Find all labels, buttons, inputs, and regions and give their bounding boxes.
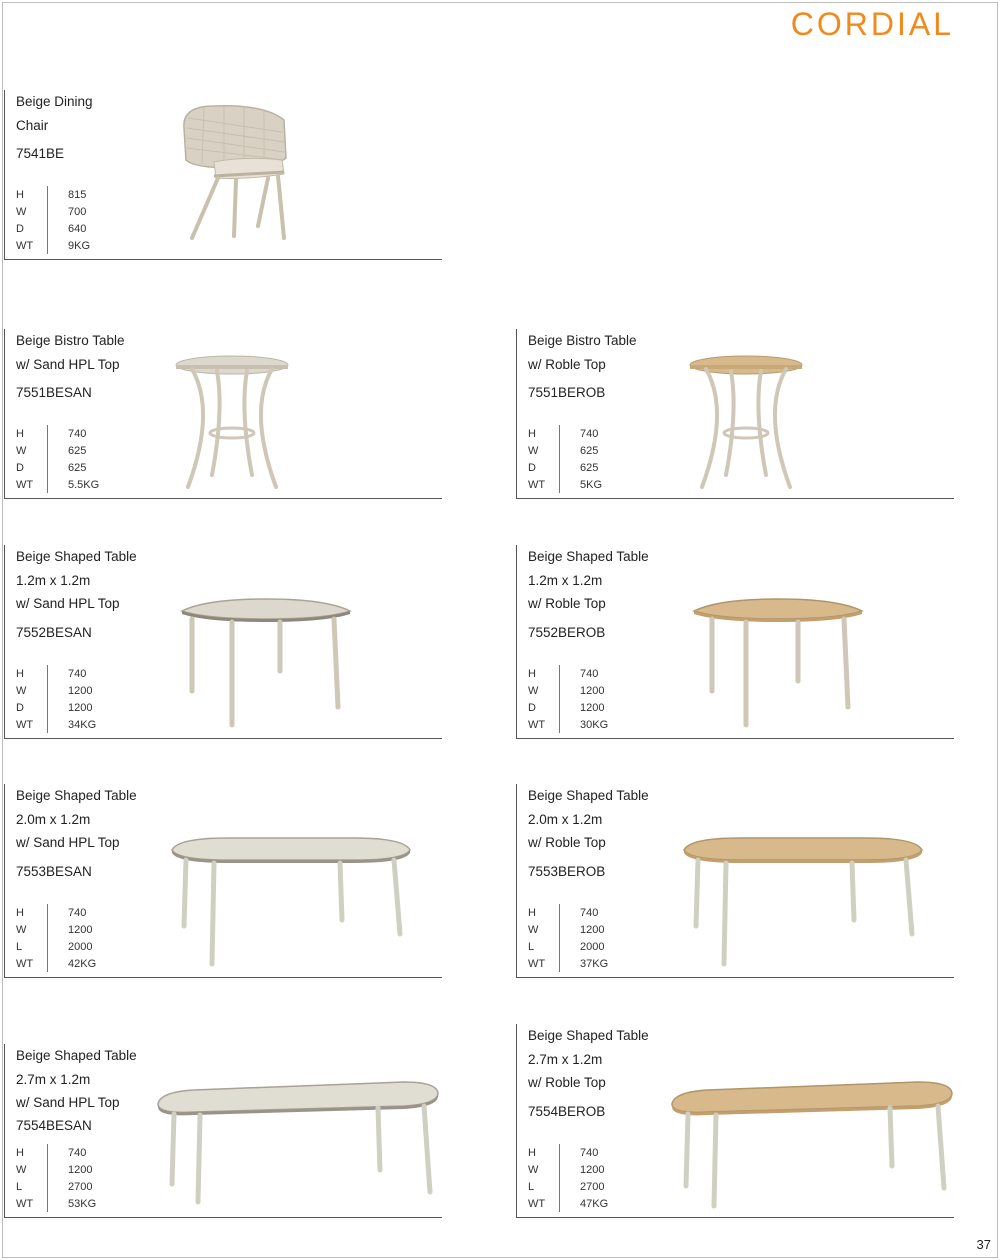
product-code: 7551BEROB <box>528 385 606 400</box>
product-name: Beige Shaped Table 2.7m x 1.2m w/ Roble Top <box>528 1028 649 1090</box>
product-name: Beige Bistro Table w/ Sand HPL Top <box>16 333 125 372</box>
product-code: 7551BESAN <box>16 385 92 400</box>
spec-table: H 740 W 1200 D 1200 WT 30KG <box>528 665 608 733</box>
dining-chair-icon <box>174 98 294 243</box>
product-card <box>4 545 442 739</box>
product-card <box>516 1024 954 1218</box>
square-table-icon <box>176 595 356 730</box>
product-code: 7553BEROB <box>528 864 606 879</box>
product-name: Beige Shaped Table 1.2m x 1.2m w/ Sand HPL Top <box>16 549 137 611</box>
bistro-table-icon <box>172 351 292 491</box>
spec-table: H 740 W 625 D 625 WT 5KG <box>528 425 602 493</box>
square-table-icon <box>688 595 868 730</box>
product-card <box>516 784 954 978</box>
product-card <box>4 1044 442 1218</box>
product-code: 7553BESAN <box>16 864 92 879</box>
product-name: Beige Shaped Table 2.7m x 1.2m w/ Sand HPL Top <box>16 1048 137 1110</box>
spec-table: H 740 W 1200 L 2000 WT 37KG <box>528 904 608 972</box>
product-name: Beige Shaped Table 2.0m x 1.2m w/ Sand HPL Top <box>16 788 137 850</box>
product-code: 7554BEROB <box>528 1104 606 1119</box>
product-name: Beige Shaped Table 2.0m x 1.2m w/ Roble Top <box>528 788 649 850</box>
spec-table: H 740 W 1200 L 2000 WT 42KG <box>16 904 96 972</box>
product-code: 7554BESAN <box>16 1118 92 1133</box>
product-card <box>516 329 954 499</box>
product-card <box>516 545 954 739</box>
product-card <box>4 90 442 260</box>
spec-table: H 740 W 625 D 625 WT 5.5KG <box>16 425 99 493</box>
product-card <box>4 329 442 499</box>
page-number: 37 <box>976 1237 991 1252</box>
product-card <box>4 784 442 978</box>
spec-table: H 740 W 1200 L 2700 WT 53KG <box>16 1144 96 1212</box>
spec-table: H 815 W 700 D 640 WT 9KG <box>16 186 90 254</box>
spec-table: H 740 W 1200 D 1200 WT 34KG <box>16 665 96 733</box>
bistro-table-icon <box>686 351 806 491</box>
long-table-icon <box>154 1074 442 1209</box>
spec-table: H 740 W 1200 L 2700 WT 47KG <box>528 1144 608 1212</box>
product-name: Beige Dining Chair <box>16 94 93 133</box>
product-code: 7541BE <box>16 146 65 161</box>
rectangular-table-icon <box>168 834 414 969</box>
product-code: 7552BEROB <box>528 625 606 640</box>
rectangular-table-icon <box>680 834 926 969</box>
product-name: Beige Shaped Table 1.2m x 1.2m w/ Roble Top <box>528 549 649 611</box>
long-table-icon <box>668 1074 956 1214</box>
brand-logo: CORDIAL <box>790 6 954 42</box>
product-name: Beige Bistro Table w/ Roble Top <box>528 333 637 372</box>
product-code: 7552BESAN <box>16 625 92 640</box>
